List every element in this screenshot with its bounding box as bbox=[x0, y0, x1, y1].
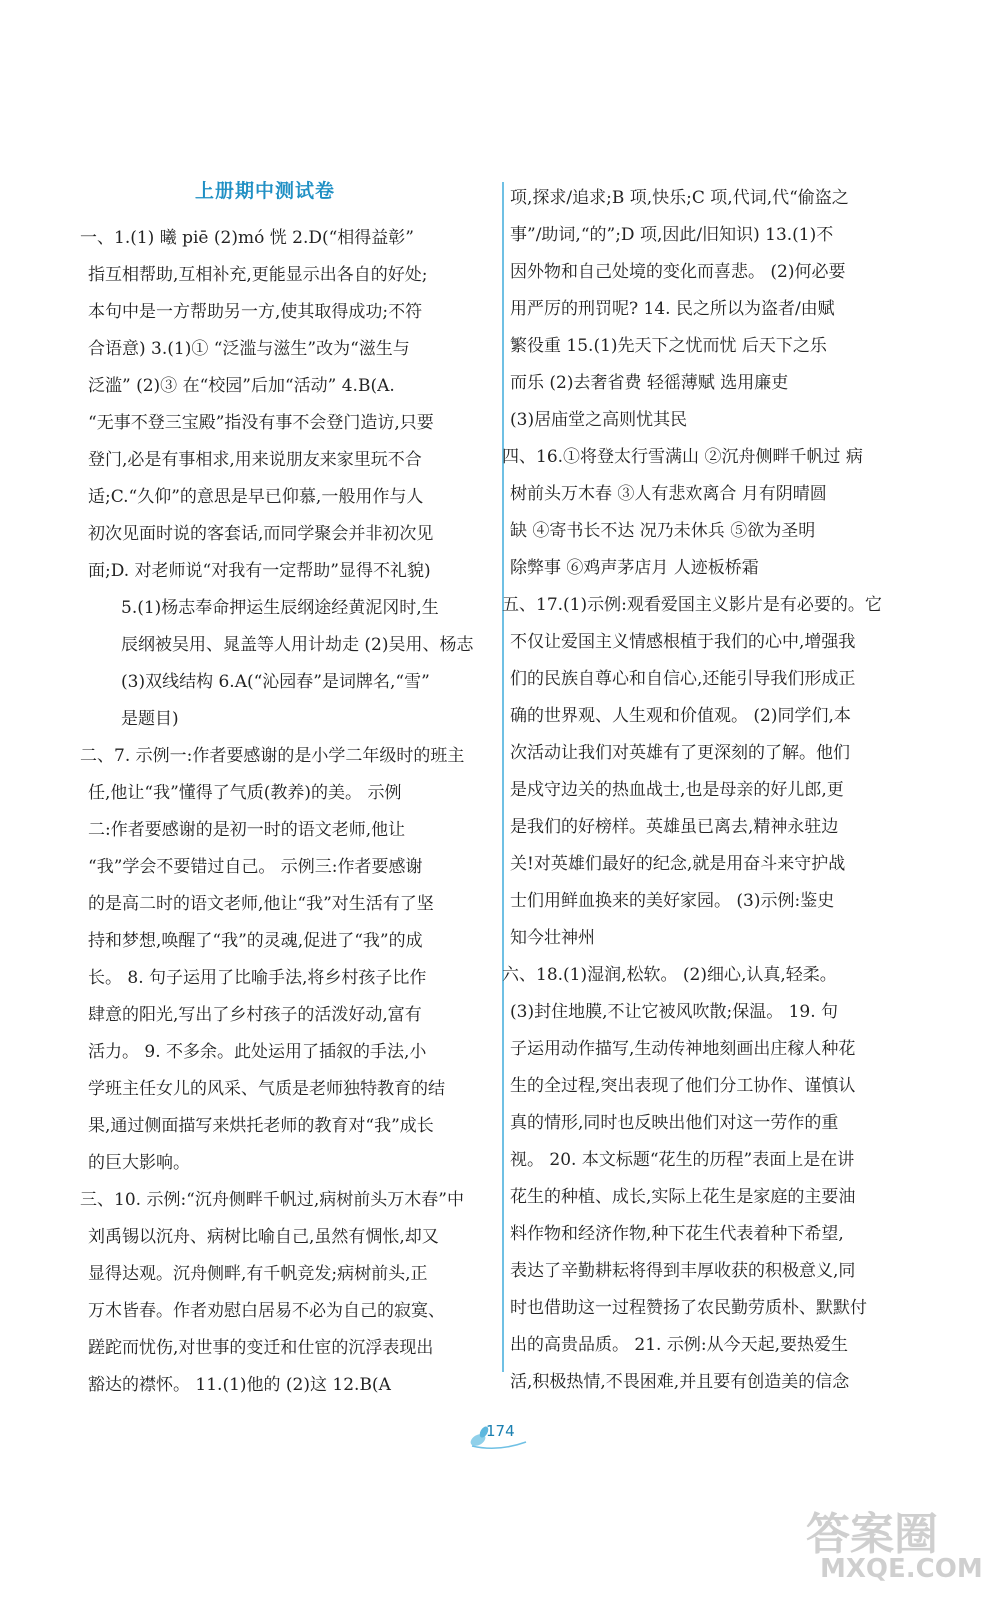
page-number: 174 bbox=[486, 1422, 515, 1440]
answer-line: 不仅让爱国主义情感根植于我们的心中,增强我 bbox=[510, 632, 856, 652]
answer-line: 辰纲被吴用、晁盖等人用计劫走 (2)吴用、杨志 bbox=[121, 635, 474, 655]
answer-line: 而乐 (2)去奢省费 轻徭薄赋 选用廉吏 bbox=[510, 373, 789, 393]
answer-line: 事”/助词,“的”;D 项,因此/旧知识) 13.(1)不 bbox=[510, 225, 834, 245]
answer-line: 们的民族自尊心和自信心,还能引导我们形成正 bbox=[510, 669, 856, 689]
answer-line: 确的世界观、人生观和价值观。 (2)同学们,本 bbox=[510, 706, 851, 726]
answer-line: 活,积极热情,不畏困难,并且要有创造美的信念 bbox=[510, 1372, 850, 1392]
answer-line: 学班主任女儿的风采、气质是老师独特教育的结 bbox=[88, 1079, 445, 1099]
answer-line: 用严厉的刑罚呢? 14. 民之所以为盗者/由赋 bbox=[510, 299, 835, 319]
answer-line: 关!对英雄们最好的纪念,就是用奋斗来守护战 bbox=[510, 854, 846, 874]
answer-line: 生的全过程,突出表现了他们分工协作、谨慎认 bbox=[510, 1076, 856, 1096]
answer-line: 缺 ④寄书长不达 况乃未休兵 ⑤欲为圣明 bbox=[510, 521, 816, 541]
answer-line: 面;D. 对老师说“对我有一定帮助”显得不礼貌) bbox=[88, 561, 431, 581]
answer-line: 五、17.(1)示例:观看爱国主义影片是有必要的。它 bbox=[502, 595, 882, 615]
answer-line: 指互相帮助,互相补充,更能显示出各自的好处; bbox=[88, 265, 428, 285]
answer-column-right bbox=[502, 180, 920, 1401]
column-divider bbox=[502, 182, 504, 1372]
answer-line: 除弊事 ⑥鸡声茅店月 人迹板桥霜 bbox=[510, 558, 759, 578]
answer-line: 合语意) 3.(1)① “泛滥与滋生”改为“滋生与 bbox=[88, 339, 410, 359]
answer-line: 子运用动作描写,生动传神地刻画出庄稼人种花 bbox=[510, 1039, 856, 1059]
answer-line: 登门,必是有事相求,用来说朋友来家里玩不合 bbox=[88, 450, 422, 470]
answer-line: 5.(1)杨志奉命押运生辰纲途经黄泥冈时,生 bbox=[121, 598, 439, 618]
answer-line: 是戍守边关的热血战士,也是母亲的好儿郎,更 bbox=[510, 780, 844, 800]
answer-line: 树前头万木春 ③人有悲欢离合 月有阴晴圆 bbox=[510, 484, 827, 504]
answer-line: 六、18.(1)湿润,松软。 (2)细心,认真,轻柔。 bbox=[502, 965, 837, 985]
answer-line: 豁达的襟怀。 11.(1)他的 (2)这 12.B(A bbox=[88, 1375, 391, 1395]
answer-line: 因外物和自己处境的变化而喜悲。 (2)何必要 bbox=[510, 262, 846, 282]
answer-line: 知今壮神州 bbox=[510, 928, 595, 948]
answer-line: “无事不登三宝殿”指没有事不会登门造访,只要 bbox=[88, 413, 434, 433]
answer-line: 表达了辛勤耕耘将得到丰厚收获的积极意义,同 bbox=[510, 1261, 856, 1281]
answer-line: 的是高二时的语文老师,他让“我”对生活有了坚 bbox=[88, 894, 434, 914]
answer-line: 显得达观。沉舟侧畔,有千帆竞发;病树前头,正 bbox=[88, 1264, 428, 1284]
page-title: 上册期中测试卷 bbox=[194, 180, 335, 202]
answer-column-left bbox=[80, 220, 498, 1404]
answer-line: 任,他让“我”懂得了气质(教养)的美。 示例 bbox=[88, 783, 402, 803]
answer-line: 的巨大影响。 bbox=[88, 1153, 190, 1173]
answer-line: 是我们的好榜样。英雄虽已离去,精神永驻边 bbox=[510, 817, 839, 837]
answer-line: 蹉跎而忧伤,对世事的变迁和仕宦的沉浮表现出 bbox=[88, 1338, 434, 1358]
answer-line: 是题目) bbox=[121, 709, 179, 729]
answer-line: 果,通过侧面描写来烘托老师的教育对“我”成长 bbox=[88, 1116, 434, 1136]
answer-line: 料作物和经济作物,种下花生代表着种下希望, bbox=[510, 1224, 844, 1244]
answer-line: (3)封住地膜,不让它被风吹散;保温。 19. 句 bbox=[510, 1002, 839, 1022]
answer-line: 视。 20. 本文标题“花生的历程”表面上是在讲 bbox=[510, 1150, 855, 1170]
answer-line: 活力。 9. 不多余。此处运用了插叙的手法,小 bbox=[88, 1042, 427, 1062]
watermark bbox=[806, 1498, 996, 1598]
answer-line: 一、1.(1) 曦 piē (2)mó 恍 2.D(“相得益彰” bbox=[80, 228, 414, 248]
answer-line: (3)双线结构 6.A(“沁园春”是词牌名,“雪” bbox=[121, 672, 430, 692]
answer-line: “我”学会不要错过自己。 示例三:作者要感谢 bbox=[88, 857, 423, 877]
answer-line: 出的高贵品质。 21. 示例:从今天起,要热爱生 bbox=[510, 1335, 848, 1355]
answer-line: 三、10. 示例:“沉舟侧畔千帆过,病树前头万木春”中 bbox=[80, 1190, 464, 1210]
answer-line: 适;C.“久仰”的意思是早已仰慕,一般用作与人 bbox=[88, 487, 424, 507]
answer-line: 长。 8. 句子运用了比喻手法,将乡村孩子比作 bbox=[88, 968, 427, 988]
answer-line: 持和梦想,唤醒了“我”的灵魂,促进了“我”的成 bbox=[88, 931, 423, 951]
answer-line: (3)居庙堂之高则忧其民 bbox=[510, 410, 688, 430]
answer-line: 项,探求/追求;B 项,快乐;C 项,代词,代“偷盗之 bbox=[510, 188, 849, 208]
answer-line: 真的情形,同时也反映出他们对这一劳作的重 bbox=[510, 1113, 839, 1133]
answer-line: 二、7. 示例一:作者要感谢的是小学二年级时的班主 bbox=[80, 746, 465, 766]
answer-line: 次活动让我们对英雄有了更深刻的了解。他们 bbox=[510, 743, 850, 763]
answer-line: 刘禹锡以沉舟、病树比喻自己,虽然有惆怅,却又 bbox=[88, 1227, 439, 1247]
answer-line: 花生的种植、成长,实际上花生是家庭的主要油 bbox=[510, 1187, 856, 1207]
watermark-url: MXQE.COM bbox=[820, 1554, 983, 1584]
page-number-badge bbox=[468, 1420, 532, 1450]
answer-line: 肆意的阳光,写出了乡村孩子的活泼好动,富有 bbox=[88, 1005, 422, 1025]
answer-line: 二:作者要感谢的是初一时的语文老师,他让 bbox=[88, 820, 406, 840]
answer-line: 士们用鲜血换来的美好家园。 (3)示例:鉴史 bbox=[510, 891, 835, 911]
answer-line: 泛滥” (2)③ 在“校园”后加“活动” 4.B(A. bbox=[88, 376, 395, 396]
answer-line: 繁役重 15.(1)先天下之忧而忧 后天下之乐 bbox=[510, 336, 827, 356]
answer-line: 万木皆春。作者劝慰白居易不必为自己的寂寞、 bbox=[88, 1301, 445, 1321]
answer-line: 四、16.①将登太行雪满山 ②沉舟侧畔千帆过 病 bbox=[502, 447, 863, 467]
answer-line: 初次见面时说的客套话,而同学聚会并非初次见 bbox=[88, 524, 434, 544]
answer-line: 本句中是一方帮助另一方,使其取得成功;不符 bbox=[88, 302, 423, 322]
answer-line: 时也借助这一过程赞扬了农民勤劳质朴、默默付 bbox=[510, 1298, 867, 1318]
watermark-logo-text: 答案圈 bbox=[806, 1509, 938, 1560]
